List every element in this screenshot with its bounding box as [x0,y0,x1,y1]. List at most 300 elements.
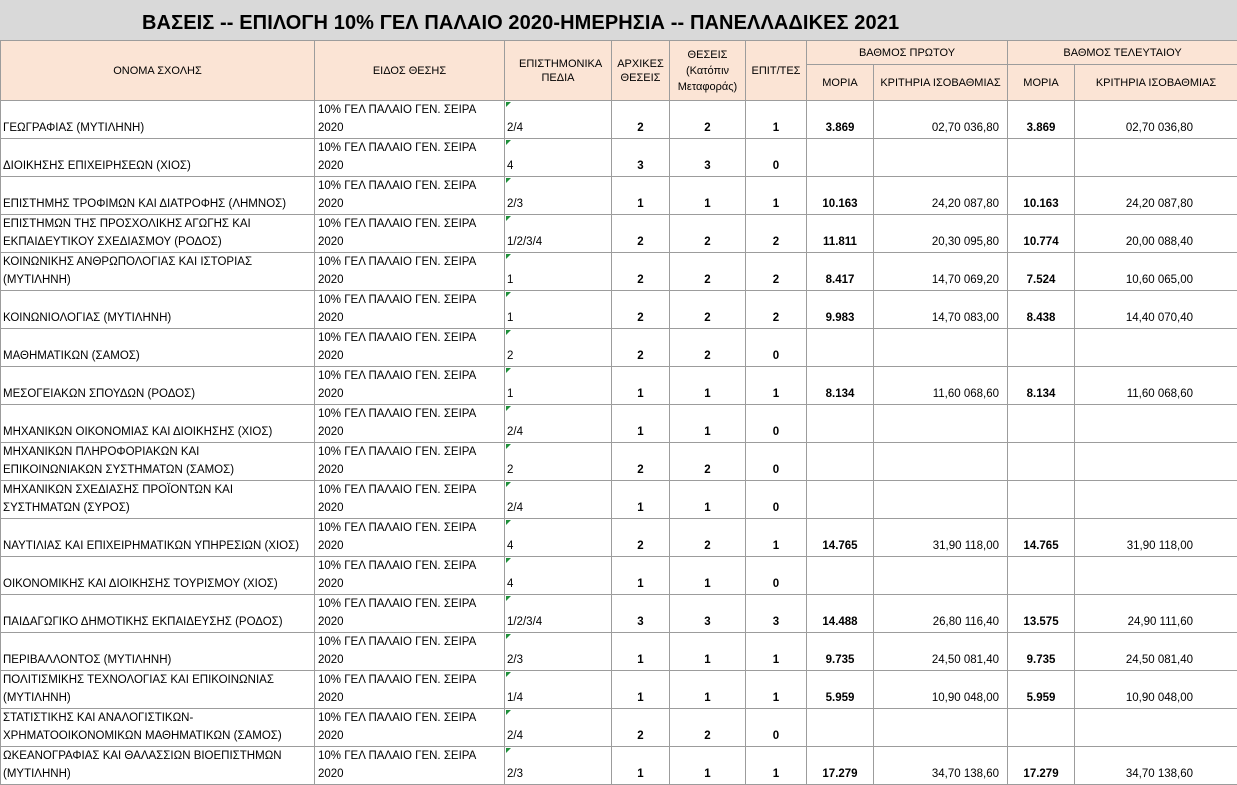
first-moria-cell[interactable] [807,139,874,177]
last-criteria-cell[interactable]: 14,40 070,40 [1075,291,1237,329]
fields-value: 2/4 [507,426,523,438]
school-name-line-2: ΜΑΘΗΜΑΤΙΚΩΝ (ΣΑΜΟΣ) [3,347,314,365]
fields-value: 2/3 [507,654,523,666]
fields-cell[interactable] [505,367,612,405]
school-name-line-2: ΕΚΠΑΙΔΕΥΤΙΚΟΥ ΣΧΕΔΙΑΣΜΟΥ (ΡΟΔΟΣ) [3,233,314,251]
fields-cell[interactable] [505,519,612,557]
last-moria-cell[interactable] [1008,329,1075,367]
school-name-cell[interactable] [1,177,315,215]
initial-positions-cell[interactable]: 1 [612,367,670,405]
fields-cell[interactable] [505,329,612,367]
school-name-cell[interactable] [1,443,315,481]
first-moria-cell[interactable]: 10.163 [807,177,874,215]
last-criteria-cell[interactable]: 02,70 036,80 [1075,101,1237,139]
admitted-cell[interactable]: 0 [746,405,807,443]
school-name-cell[interactable] [1,139,315,177]
position-type-line-2: 2020 [318,423,504,441]
last-moria-cell[interactable] [1008,405,1075,443]
initial-positions-cell[interactable]: 2 [612,329,670,367]
position-type-line-2: 2020 [318,727,504,745]
fields-value: 1/4 [507,692,523,704]
table-row [1,709,1237,747]
first-moria-cell[interactable]: 8.417 [807,253,874,291]
admitted-cell[interactable]: 0 [746,557,807,595]
position-type-cell[interactable] [315,595,505,633]
results-table [0,40,1237,785]
initial-positions-cell[interactable]: 3 [612,139,670,177]
school-name-line-1 [3,367,314,385]
last-criteria-cell[interactable]: 24,50 081,40 [1075,633,1237,671]
fields-value: 1 [507,388,513,400]
position-type-line-2: 2020 [318,537,504,555]
first-criteria-cell[interactable] [874,443,1008,481]
initial-positions-cell[interactable]: 2 [612,215,670,253]
fields-cell[interactable] [505,139,612,177]
school-name-line-1: ΚΟΙΝΩΝΙΚΗΣ ΑΝΘΡΩΠΟΛΟΓΙΑΣ ΚΑΙ ΙΣΤΟΡΙΑΣ [3,253,314,271]
last-moria-cell[interactable]: 10.774 [1008,215,1075,253]
last-moria-cell[interactable]: 8.438 [1008,291,1075,329]
fields-cell[interactable] [505,405,612,443]
last-criteria-cell[interactable] [1075,481,1237,519]
header-fields[interactable]: ΕΠΙΣΤΗΜΟΝΙΚΑ ΠΕΔΙΑ [505,41,612,101]
position-type-cell[interactable] [315,291,505,329]
position-type-line-2: 2020 [318,309,504,327]
initial-positions-cell[interactable]: 2 [612,443,670,481]
last-moria-cell[interactable] [1008,443,1075,481]
positions-after-transfer-cell[interactable]: 2 [670,253,746,291]
position-type-line-1: 10% ΓΕΛ ΠΑΛΑΙΟ ΓΕΝ. ΣΕΙΡΑ [318,671,504,689]
fields-cell[interactable] [505,481,612,519]
fields-cell[interactable] [505,595,612,633]
last-moria-cell[interactable] [1008,557,1075,595]
last-criteria-cell[interactable]: 34,70 138,60 [1075,747,1237,785]
position-type-line-2: 2020 [318,271,504,289]
school-name-cell[interactable] [1,367,315,405]
table-row [1,405,1237,443]
position-type-cell[interactable] [315,671,505,709]
header-name[interactable]: ΟΝΟΜΑ ΣΧΟΛΗΣ [1,41,315,101]
last-moria-cell[interactable]: 10.163 [1008,177,1075,215]
positions-after-transfer-cell[interactable]: 1 [670,367,746,405]
table-row [1,177,1237,215]
positions-after-transfer-cell[interactable]: 1 [670,671,746,709]
school-name-line-2: ΕΠΙΚΟΙΝΩΝΙΑΚΩΝ ΣΥΣΤΗΜΑΤΩΝ (ΣΑΜΟΣ) [3,461,314,479]
admitted-cell[interactable]: 0 [746,481,807,519]
first-criteria-cell[interactable]: 11,60 068,60 [874,367,1008,405]
position-type-line-1: 10% ΓΕΛ ΠΑΛΑΙΟ ΓΕΝ. ΣΕΙΡΑ [318,405,504,423]
first-moria-cell[interactable] [807,443,874,481]
comment-marker-icon [506,216,511,221]
position-type-line-1: 10% ΓΕΛ ΠΑΛΑΙΟ ΓΕΝ. ΣΕΙΡΑ [318,519,504,537]
initial-positions-cell[interactable]: 1 [612,481,670,519]
first-moria-cell[interactable] [807,481,874,519]
table-row [1,101,1237,139]
position-type-line-2: 2020 [318,157,504,175]
position-type-line-1: 10% ΓΕΛ ΠΑΛΑΙΟ ΓΕΝ. ΣΕΙΡΑ [318,481,504,499]
school-name-line-1 [3,595,314,613]
initial-positions-cell[interactable]: 1 [612,633,670,671]
school-name-line-2: ΠΕΡΙΒΑΛΛΟΝΤΟΣ (ΜΥΤΙΛΗΝΗ) [3,651,314,669]
admitted-cell[interactable]: 0 [746,443,807,481]
school-name-line-2: (ΜΥΤΙΛΗΝΗ) [3,271,314,289]
position-type-line-1: 10% ΓΕΛ ΠΑΛΑΙΟ ΓΕΝ. ΣΕΙΡΑ [318,291,504,309]
first-criteria-cell[interactable]: 20,30 095,80 [874,215,1008,253]
last-criteria-cell[interactable] [1075,709,1237,747]
position-type-line-2: 2020 [318,461,504,479]
comment-marker-icon [506,444,511,449]
last-criteria-cell[interactable] [1075,557,1237,595]
fields-value: 4 [507,578,513,590]
comment-marker-icon [506,406,511,411]
table-row [1,291,1237,329]
comment-marker-icon [506,710,511,715]
first-moria-cell[interactable]: 9.735 [807,633,874,671]
initial-positions-cell[interactable]: 2 [612,291,670,329]
fields-cell[interactable] [505,101,612,139]
table-row [1,633,1237,671]
school-name-line-1: ΕΠΙΣΤΗΜΩΝ ΤΗΣ ΠΡΟΣΧΟΛΙΚΗΣ ΑΓΩΓΗΣ ΚΑΙ [3,215,314,233]
school-name-line-2: ΔΙΟΙΚΗΣΗΣ ΕΠΙΧΕΙΡΗΣΕΩΝ (ΧΙΟΣ) [3,157,314,175]
school-name-line-1 [3,291,314,309]
last-moria-cell[interactable]: 8.134 [1008,367,1075,405]
position-type-line-1: 10% ΓΕΛ ΠΑΛΑΙΟ ΓΕΝ. ΣΕΙΡΑ [318,709,504,727]
position-type-line-2: 2020 [318,233,504,251]
title-row [0,0,1237,40]
header-after[interactable]: ΘΕΣΕΙΣ (Κατόπιν Μεταφοράς) [670,41,746,101]
first-criteria-cell[interactable] [874,329,1008,367]
first-criteria-cell[interactable]: 34,70 138,60 [874,747,1008,785]
position-type-cell[interactable] [315,405,505,443]
table-row [1,329,1237,367]
position-type-cell[interactable] [315,101,505,139]
positions-after-transfer-cell[interactable]: 3 [670,139,746,177]
first-moria-cell[interactable]: 11.811 [807,215,874,253]
first-moria-cell[interactable] [807,557,874,595]
last-moria-cell[interactable]: 9.735 [1008,633,1075,671]
first-criteria-cell[interactable] [874,557,1008,595]
fields-cell[interactable] [505,253,612,291]
admitted-cell[interactable]: 2 [746,291,807,329]
positions-after-transfer-cell[interactable]: 3 [670,595,746,633]
last-moria-cell[interactable]: 7.524 [1008,253,1075,291]
last-moria-cell[interactable]: 5.959 [1008,671,1075,709]
school-name-line-1 [3,557,314,575]
fields-value: 1/2/3/4 [507,236,542,248]
fields-cell[interactable] [505,747,612,785]
first-criteria-cell[interactable]: 14,70 069,20 [874,253,1008,291]
position-type-line-1: 10% ΓΕΛ ΠΑΛΑΙΟ ΓΕΝ. ΣΕΙΡΑ [318,329,504,347]
school-name-line-1: ΜΗΧΑΝΙΚΩΝ ΠΛΗΡΟΦΟΡΙΑΚΩΝ ΚΑΙ [3,443,314,461]
table-row [1,443,1237,481]
school-name-cell[interactable] [1,481,315,519]
last-criteria-cell[interactable] [1075,139,1237,177]
first-criteria-cell[interactable]: 14,70 083,00 [874,291,1008,329]
position-type-cell[interactable] [315,253,505,291]
school-name-line-1 [3,139,314,157]
position-type-cell[interactable] [315,709,505,747]
school-name-cell[interactable] [1,595,315,633]
positions-after-transfer-cell[interactable]: 2 [670,329,746,367]
last-moria-cell[interactable] [1008,481,1075,519]
fields-value: 2 [507,464,513,476]
comment-marker-icon [506,254,511,259]
header-first-moria[interactable]: ΜΟΡΙΑ [807,65,874,101]
fields-cell[interactable] [505,557,612,595]
initial-positions-cell[interactable]: 2 [612,519,670,557]
school-name-line-1 [3,405,314,423]
header-admitted[interactable]: ΕΠΙΤ/ΤΕΣ [746,41,807,101]
positions-after-transfer-cell[interactable]: 1 [670,177,746,215]
fields-cell[interactable] [505,177,612,215]
last-criteria-cell[interactable]: 24,90 111,60 [1075,595,1237,633]
position-type-line-2: 2020 [318,575,504,593]
initial-positions-cell[interactable]: 1 [612,557,670,595]
school-name-line-2: ΟΙΚΟΝΟΜΙΚΗΣ ΚΑΙ ΔΙΟΙΚΗΣΗΣ ΤΟΥΡΙΣΜΟΥ (ΧΙΟΣ) [3,575,314,593]
position-type-line-1: 10% ΓΕΛ ΠΑΛΑΙΟ ΓΕΝ. ΣΕΙΡΑ [318,215,504,233]
fields-value: 2/4 [507,730,523,742]
positions-after-transfer-cell[interactable]: 1 [670,747,746,785]
positions-after-transfer-cell[interactable]: 1 [670,633,746,671]
position-type-line-1: 10% ΓΕΛ ΠΑΛΑΙΟ ΓΕΝ. ΣΕΙΡΑ [318,367,504,385]
header-first-criteria[interactable]: ΚΡΙΤΗΡΙΑ ΙΣΟΒΑΘΜΙΑΣ [874,65,1008,101]
header-kind[interactable]: ΕΙΔΟΣ ΘΕΣΗΣ [315,41,505,101]
fields-cell[interactable] [505,671,612,709]
fields-cell[interactable] [505,291,612,329]
positions-after-transfer-cell[interactable]: 1 [670,481,746,519]
admitted-cell[interactable]: 1 [746,367,807,405]
position-type-cell[interactable] [315,557,505,595]
last-criteria-cell[interactable] [1075,329,1237,367]
admitted-cell[interactable]: 1 [746,633,807,671]
first-moria-cell[interactable]: 14.488 [807,595,874,633]
last-criteria-cell[interactable]: 24,20 087,80 [1075,177,1237,215]
position-type-cell[interactable] [315,519,505,557]
position-type-cell[interactable] [315,329,505,367]
last-criteria-cell[interactable]: 10,90 048,00 [1075,671,1237,709]
position-type-line-1: 10% ΓΕΛ ΠΑΛΑΙΟ ΓΕΝ. ΣΕΙΡΑ [318,557,504,575]
position-type-cell[interactable] [315,481,505,519]
last-moria-cell[interactable] [1008,139,1075,177]
position-type-line-1: 10% ΓΕΛ ΠΑΛΑΙΟ ΓΕΝ. ΣΕΙΡΑ [318,595,504,613]
position-type-cell[interactable] [315,177,505,215]
school-name-cell[interactable] [1,215,315,253]
last-criteria-cell[interactable]: 20,00 088,40 [1075,215,1237,253]
first-criteria-cell[interactable] [874,481,1008,519]
table-row [1,557,1237,595]
position-type-cell[interactable] [315,139,505,177]
school-name-line-1: ΜΗΧΑΝΙΚΩΝ ΣΧΕΔΙΑΣΗΣ ΠΡΟΪΟΝΤΩΝ ΚΑΙ [3,481,314,499]
last-moria-cell[interactable]: 13.575 [1008,595,1075,633]
table-row [1,215,1237,253]
first-moria-cell[interactable] [807,405,874,443]
position-type-line-2: 2020 [318,613,504,631]
position-type-line-2: 2020 [318,765,504,783]
header-last[interactable]: ΒΑΘΜΟΣ ΤΕΛΕΥΤΑΙΟΥ [1008,41,1237,65]
school-name-cell[interactable] [1,671,315,709]
admitted-cell[interactable]: 1 [746,519,807,557]
school-name-line-2: ΜΗΧΑΝΙΚΩΝ ΟΙΚΟΝΟΜΙΑΣ ΚΑΙ ΔΙΟΙΚΗΣΗΣ (ΧΙΟΣ) [3,423,314,441]
initial-positions-cell[interactable]: 2 [612,253,670,291]
fields-cell[interactable] [505,633,612,671]
school-name-line-2: (ΜΥΤΙΛΗΝΗ) [3,689,314,707]
school-name-cell[interactable] [1,253,315,291]
comment-marker-icon [506,748,511,753]
initial-positions-cell[interactable]: 2 [612,101,670,139]
first-criteria-cell[interactable]: 24,20 087,80 [874,177,1008,215]
comment-marker-icon [506,672,511,677]
position-type-line-1: 10% ΓΕΛ ΠΑΛΑΙΟ ΓΕΝ. ΣΕΙΡΑ [318,747,504,765]
fields-value: 2/3 [507,198,523,210]
first-moria-cell[interactable]: 17.279 [807,747,874,785]
admitted-cell[interactable]: 0 [746,139,807,177]
header-first[interactable]: ΒΑΘΜΟΣ ΠΡΩΤΟΥ [807,41,1008,65]
initial-positions-cell[interactable]: 1 [612,405,670,443]
school-name-line-1: ΠΟΛΙΤΙΣΜΙΚΗΣ ΤΕΧΝΟΛΟΓΙΑΣ ΚΑΙ ΕΠΙΚΟΙΝΩΝΙΑΣ [3,671,314,689]
admitted-cell[interactable]: 0 [746,709,807,747]
school-name-line-1 [3,177,314,195]
initial-positions-cell[interactable]: 3 [612,595,670,633]
fields-cell[interactable] [505,443,612,481]
position-type-line-2: 2020 [318,119,504,137]
table-body [1,101,1237,785]
table-row [1,747,1237,785]
last-criteria-cell[interactable]: 11,60 068,60 [1075,367,1237,405]
school-name-line-2: ΧΡΗΜΑΤΟΟΙΚΟΝΟΜΙΚΩΝ ΜΑΘΗΜΑΤΙΚΩΝ (ΣΑΜΟΣ) [3,727,314,745]
first-criteria-cell[interactable]: 02,70 036,80 [874,101,1008,139]
school-name-line-1 [3,519,314,537]
school-name-line-2: ΜΕΣΟΓΕΙΑΚΩΝ ΣΠΟΥΔΩΝ (ΡΟΔΟΣ) [3,385,314,403]
last-criteria-cell[interactable] [1075,405,1237,443]
initial-positions-cell[interactable]: 1 [612,177,670,215]
comment-marker-icon [506,596,511,601]
position-type-line-2: 2020 [318,195,504,213]
admitted-cell[interactable]: 0 [746,329,807,367]
positions-after-transfer-cell[interactable]: 2 [670,519,746,557]
school-name-line-2: (ΜΥΤΙΛΗΝΗ) [3,765,314,783]
first-moria-cell[interactable]: 14.765 [807,519,874,557]
positions-after-transfer-cell[interactable]: 2 [670,291,746,329]
table-row [1,139,1237,177]
comment-marker-icon [506,102,511,107]
first-criteria-cell[interactable]: 10,90 048,00 [874,671,1008,709]
table-row [1,671,1237,709]
initial-positions-cell[interactable]: 2 [612,709,670,747]
first-moria-cell[interactable] [807,709,874,747]
position-type-line-1: 10% ΓΕΛ ΠΑΛΑΙΟ ΓΕΝ. ΣΕΙΡΑ [318,139,504,157]
positions-after-transfer-cell[interactable]: 2 [670,101,746,139]
last-moria-cell[interactable]: 14.765 [1008,519,1075,557]
fields-value: 4 [507,540,513,552]
admitted-cell[interactable]: 3 [746,595,807,633]
school-name-cell[interactable] [1,557,315,595]
first-moria-cell[interactable]: 5.959 [807,671,874,709]
comment-marker-icon [506,558,511,563]
position-type-cell[interactable] [315,747,505,785]
school-name-cell[interactable] [1,747,315,785]
fields-cell[interactable] [505,709,612,747]
fields-value: 1 [507,274,513,286]
header-initial[interactable]: ΑΡΧΙΚΕΣ ΘΕΣΕΙΣ [612,41,670,101]
first-criteria-cell[interactable]: 31,90 118,00 [874,519,1008,557]
school-name-cell[interactable] [1,329,315,367]
positions-after-transfer-cell[interactable]: 2 [670,709,746,747]
admitted-cell[interactable]: 2 [746,253,807,291]
last-moria-cell[interactable] [1008,709,1075,747]
positions-after-transfer-cell[interactable]: 2 [670,443,746,481]
school-name-line-2: ΚΟΙΝΩΝΙΟΛΟΓΙΑΣ (ΜΥΤΙΛΗΝΗ) [3,309,314,327]
school-name-line-2: ΓΕΩΓΡΑΦΙΑΣ (ΜΥΤΙΛΗΝΗ) [3,119,314,137]
school-name-cell[interactable] [1,709,315,747]
admitted-cell[interactable]: 1 [746,747,807,785]
fields-value: 4 [507,160,513,172]
table-row [1,481,1237,519]
position-type-cell[interactable] [315,215,505,253]
first-criteria-cell[interactable] [874,709,1008,747]
school-name-cell[interactable] [1,405,315,443]
school-name-cell[interactable] [1,633,315,671]
first-criteria-cell[interactable] [874,405,1008,443]
sheet-title: ΒΑΣΕΙΣ -- ΕΠΙΛΟΓΗ 10% ΓΕΛ ΠΑΛΑΙΟ 2020-ΗΜΕΡΗΣΙΑ -- ΠΑΝΕΛΛΑΔΙΚΕΣ 2021 [142,12,899,35]
last-moria-cell[interactable]: 3.869 [1008,101,1075,139]
position-type-cell[interactable] [315,443,505,481]
fields-cell[interactable] [505,215,612,253]
table-row [1,595,1237,633]
position-type-line-2: 2020 [318,651,504,669]
fields-value: 1 [507,312,513,324]
first-criteria-cell[interactable]: 24,50 081,40 [874,633,1008,671]
admitted-cell[interactable]: 1 [746,101,807,139]
first-moria-cell[interactable]: 9.983 [807,291,874,329]
first-moria-cell[interactable] [807,329,874,367]
comment-marker-icon [506,330,511,335]
last-criteria-cell[interactable]: 10,60 065,00 [1075,253,1237,291]
first-criteria-cell[interactable]: 26,80 116,40 [874,595,1008,633]
school-name-line-1 [3,101,314,119]
last-criteria-cell[interactable]: 31,90 118,00 [1075,519,1237,557]
fields-value: 1/2/3/4 [507,616,542,628]
header-last-criteria[interactable]: ΚΡΙΤΗΡΙΑ ΙΣΟΒΑΘΜΙΑΣ [1075,65,1237,101]
first-moria-cell[interactable]: 3.869 [807,101,874,139]
admitted-cell[interactable]: 1 [746,177,807,215]
positions-after-transfer-cell[interactable]: 2 [670,215,746,253]
last-moria-cell[interactable]: 17.279 [1008,747,1075,785]
positions-after-transfer-cell[interactable]: 1 [670,557,746,595]
header-last-moria[interactable]: ΜΟΡΙΑ [1008,65,1075,101]
school-name-cell[interactable] [1,291,315,329]
school-name-line-2: ΝΑΥΤΙΛΙΑΣ ΚΑΙ ΕΠΙΧΕΙΡΗΜΑΤΙΚΩΝ ΥΠΗΡΕΣΙΩΝ (ΧΙΟΣ) [3,537,314,555]
fields-value: 2/4 [507,502,523,514]
last-criteria-cell[interactable] [1075,443,1237,481]
school-name-line-2: ΕΠΙΣΤΗΜΗΣ ΤΡΟΦΙΜΩΝ ΚΑΙ ΔΙΑΤΡΟΦΗΣ (ΛΗΜΝΟΣ) [3,195,314,213]
first-moria-cell[interactable]: 8.134 [807,367,874,405]
position-type-cell[interactable] [315,367,505,405]
table-row [1,367,1237,405]
initial-positions-cell[interactable]: 1 [612,747,670,785]
admitted-cell[interactable]: 2 [746,215,807,253]
comment-marker-icon [506,292,511,297]
school-name-cell[interactable] [1,101,315,139]
fields-value: 2 [507,350,513,362]
position-type-cell[interactable] [315,633,505,671]
first-criteria-cell[interactable] [874,139,1008,177]
positions-after-transfer-cell[interactable]: 1 [670,405,746,443]
admitted-cell[interactable]: 1 [746,671,807,709]
position-type-line-2: 2020 [318,499,504,517]
initial-positions-cell[interactable]: 1 [612,671,670,709]
school-name-cell[interactable] [1,519,315,557]
fields-value: 2/4 [507,122,523,134]
comment-marker-icon [506,634,511,639]
